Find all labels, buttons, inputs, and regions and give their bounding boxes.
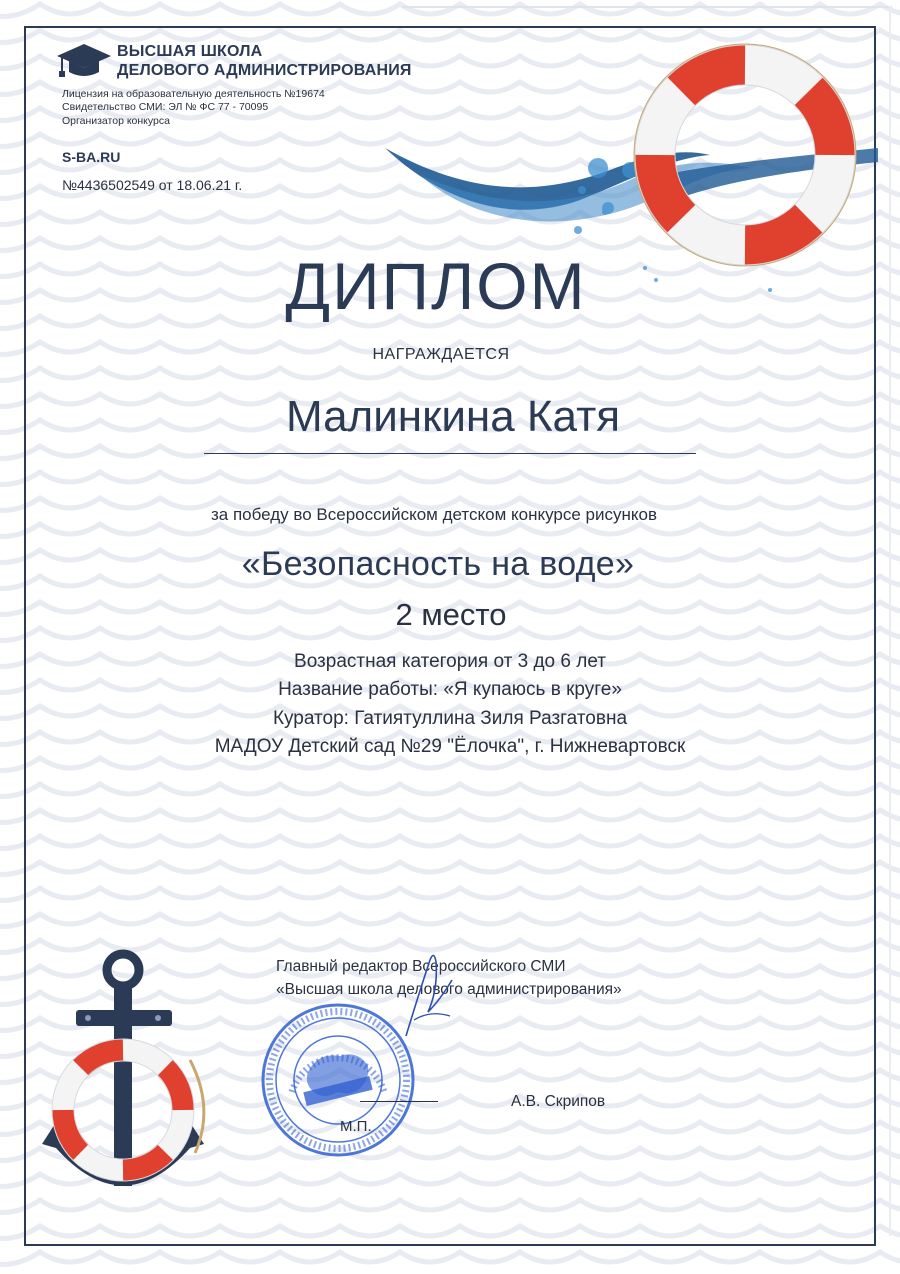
age-category: Возрастная категория от 3 до 6 лет bbox=[294, 651, 606, 672]
document-number: №4436502549 от 18.06.21 г. bbox=[62, 177, 243, 193]
place-label: 2 место bbox=[395, 597, 507, 632]
work-title: Название работы: «Я купаюсь в круге» bbox=[278, 679, 622, 700]
lifebuoy-icon bbox=[628, 38, 862, 272]
handwritten-signature bbox=[400, 950, 460, 1040]
anchor-icon bbox=[40, 948, 250, 1218]
organization-name-line2: ДЕЛОВОГО АДМИНИСТРИРОВАНИЯ bbox=[117, 62, 412, 79]
signer-name: А.В. Скрипов bbox=[511, 1093, 606, 1110]
media-certificate-text: Свидетельство СМИ: ЭЛ № ФС 77 - 70095 bbox=[62, 101, 269, 113]
institution-name: МАДОУ Детский сад №29 "Ёлочка", г. Нижневартовск bbox=[214, 736, 686, 757]
signature-line bbox=[360, 1101, 438, 1102]
contest-name: «Безопасность на воде» bbox=[241, 545, 635, 583]
recipient-name: Малинкина Катя bbox=[285, 392, 621, 441]
license-text: Лицензия на образовательную деятельность №19674 bbox=[62, 88, 325, 100]
organization-name bbox=[117, 42, 412, 80]
award-reason: за победу во Всероссийском детском конкурсе рисунков bbox=[210, 505, 657, 524]
awarded-label: НАГРАЖДАЕТСЯ bbox=[372, 346, 510, 363]
top-decorative-line bbox=[402, 6, 892, 8]
seal-icon bbox=[258, 1000, 418, 1160]
organization-name-line1: ВЫСШАЯ ШКОЛА bbox=[117, 43, 263, 60]
editor-title-line1: Главный редактор Всероссийского СМИ bbox=[276, 958, 566, 975]
diploma-title: ДИПЛОМ bbox=[285, 249, 587, 323]
stamp-place-label: М.П. bbox=[340, 1118, 372, 1135]
curator-name: Куратор: Гатиятуллина Зиля Разгатовна bbox=[272, 708, 628, 729]
organizer-text: Организатор конкурса bbox=[62, 115, 170, 127]
editor-title-line2: «Высшая школа делового администрирования» bbox=[276, 981, 622, 998]
site-link[interactable]: S-BA.RU bbox=[62, 149, 121, 165]
graduation-cap-icon bbox=[56, 42, 112, 80]
recipient-underline bbox=[204, 453, 696, 454]
